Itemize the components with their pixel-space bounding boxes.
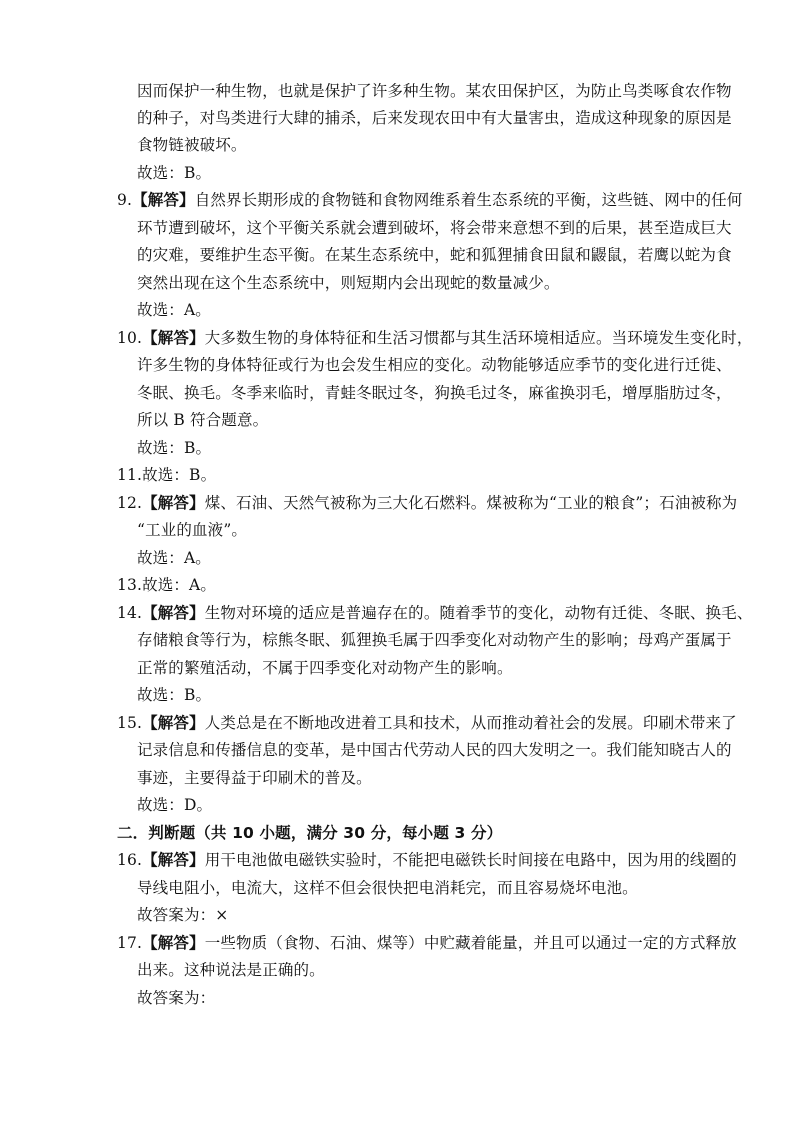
text-line <box>137 270 560 297</box>
line-text: 故选：A。 <box>137 549 211 567</box>
text-line <box>137 792 212 819</box>
section-heading <box>117 820 502 847</box>
text-line <box>137 902 228 929</box>
text-line <box>137 957 325 984</box>
line-text: 大多数生物的身体特征和生活习惯都与其生活环境相适应。当环境发生变化时， <box>204 329 753 347</box>
line-text: 的种子，对鸟类进行大肆的捕杀，后来发现农田中有大量害虫，造成这种现象的原因是 <box>137 109 732 127</box>
text-line <box>117 462 216 489</box>
line-text: 因而保护一种生物，也就是保护了许多种生物。某农田保护区，为防止鸟类啄食农作物 <box>137 82 732 100</box>
line-text: 故选：B。 <box>137 164 212 182</box>
text-line <box>137 875 638 902</box>
question-number: 10. <box>117 329 143 347</box>
answer-tag: 【解答】 <box>142 934 205 952</box>
line-text: 导线电阻小，电流大，这样不但会很快把电消耗完，而且容易烧坏电池。 <box>137 879 638 897</box>
section-heading-text: 二．判断题（共 10 小题，满分 30 分，每小题 3 分） <box>117 824 503 842</box>
answer-tag: 【解答】 <box>132 191 195 209</box>
line-text: 突然出现在这个生态系统中，则短期内会出现蛇的数量减少。 <box>137 274 560 292</box>
text-line <box>117 600 752 627</box>
line-text: 许多生物的身体特征或行为也会发生相应的变化。动物能够适应季节的变化进行迁徙、 <box>137 356 732 374</box>
line-text: 所以 B 符合题意。 <box>137 411 269 429</box>
line-text: 故答案为：× <box>137 906 229 924</box>
line-text: 生物对环境的适应是普遍存在的。随着季节的变化，动物有迁徙、冬眠、换毛、 <box>204 604 753 622</box>
text-line <box>137 78 732 105</box>
text-line <box>137 215 732 242</box>
question-number: 11. <box>117 466 143 484</box>
line-text: 故选：B。 <box>142 466 217 484</box>
line-text: 正常的繁殖活动，不属于四季变化对动物产生的影响。 <box>137 659 513 677</box>
answer-tag: 【解答】 <box>142 851 205 869</box>
line-text: 煤、石油、天然气被称为三大化石燃料。煤被称为“工业的粮食”；石油被称为 <box>204 494 738 512</box>
question-number: 17. <box>117 934 143 952</box>
text-line <box>137 737 732 764</box>
text-line <box>137 132 247 159</box>
question-number: 16. <box>117 851 143 869</box>
text-line <box>137 545 211 572</box>
text-line <box>137 352 732 379</box>
line-text: 故选：A。 <box>142 576 217 594</box>
line-text: 冬眠、换毛。冬季来临时，青蛙冬眠过冬，狗换毛过冬，麻雀换羽毛，增厚脂肪过冬， <box>137 384 732 402</box>
text-line <box>137 105 732 132</box>
line-text: 故选：B。 <box>137 686 212 704</box>
line-text: 存储粮食等行为，棕熊冬眠、狐狸换毛属于四季变化对动物产生的影响；母鸡产蛋属于 <box>137 631 732 649</box>
text-line <box>137 655 513 682</box>
answer-tag: 【解答】 <box>142 604 205 622</box>
line-text: 一些物质（食物、石油、煤等）中贮藏着能量，并且可以通过一定的方式释放 <box>204 934 737 952</box>
text-line <box>117 847 737 874</box>
line-text: 记录信息和传播信息的变革，是中国古代劳动人民的四大发明之一。我们能知晓古人的 <box>137 741 732 759</box>
text-line <box>137 380 732 407</box>
line-text: 出来。这种说法是正确的。 <box>137 961 325 979</box>
text-line <box>137 985 215 1012</box>
line-text: 故选：A。 <box>137 301 211 319</box>
text-line <box>137 297 211 324</box>
question-number: 13. <box>117 576 143 594</box>
answer-tag: 【解答】 <box>142 329 205 347</box>
answer-tag: 【解答】 <box>142 714 205 732</box>
line-text: 事迹，主要得益于印刷术的普及。 <box>137 769 372 787</box>
line-text: 故选：D。 <box>137 796 213 814</box>
text-line <box>117 572 216 599</box>
text-line <box>137 765 372 792</box>
text-line <box>117 710 737 737</box>
line-text: 的灾难，要维护生态平衡。在某生态系统中，蛇和狐狸捕食田鼠和鼹鼠，若鹰以蛇为食 <box>137 246 732 264</box>
line-text: 人类总是在不断地改进着工具和技术，从而推动着社会的发展。印刷术带来了 <box>204 714 737 732</box>
line-text: 故答案为： <box>137 989 216 1007</box>
question-number: 14. <box>117 604 143 622</box>
question-number: 9. <box>117 191 133 209</box>
text-line <box>137 627 732 654</box>
answer-tag: 【解答】 <box>142 494 205 512</box>
text-line <box>137 407 268 434</box>
line-text: “工业的血液”。 <box>137 521 248 539</box>
line-text: 环节遭到破坏，这个平衡关系就会遭到破坏，将会带来意想不到的后果，甚至造成巨大 <box>137 219 732 237</box>
text-line <box>137 160 211 187</box>
line-text: 用干电池做电磁铁实验时，不能把电磁铁长时间接在电路中，因为用的线圈的 <box>204 851 737 869</box>
question-number: 15. <box>117 714 143 732</box>
text-line <box>117 325 752 352</box>
question-number: 12. <box>117 494 143 512</box>
text-line <box>137 242 732 269</box>
text-line <box>117 187 742 214</box>
text-line <box>137 435 211 462</box>
text-line <box>137 517 247 544</box>
line-text: 自然界长期形成的食物链和食物网维系着生态系统的平衡，这些链、网中的任何 <box>194 191 743 209</box>
text-line <box>137 682 211 709</box>
line-text: 食物链被破坏。 <box>137 136 247 154</box>
line-text: 故选：B。 <box>137 439 212 457</box>
text-line <box>117 930 737 957</box>
text-line <box>117 490 737 517</box>
